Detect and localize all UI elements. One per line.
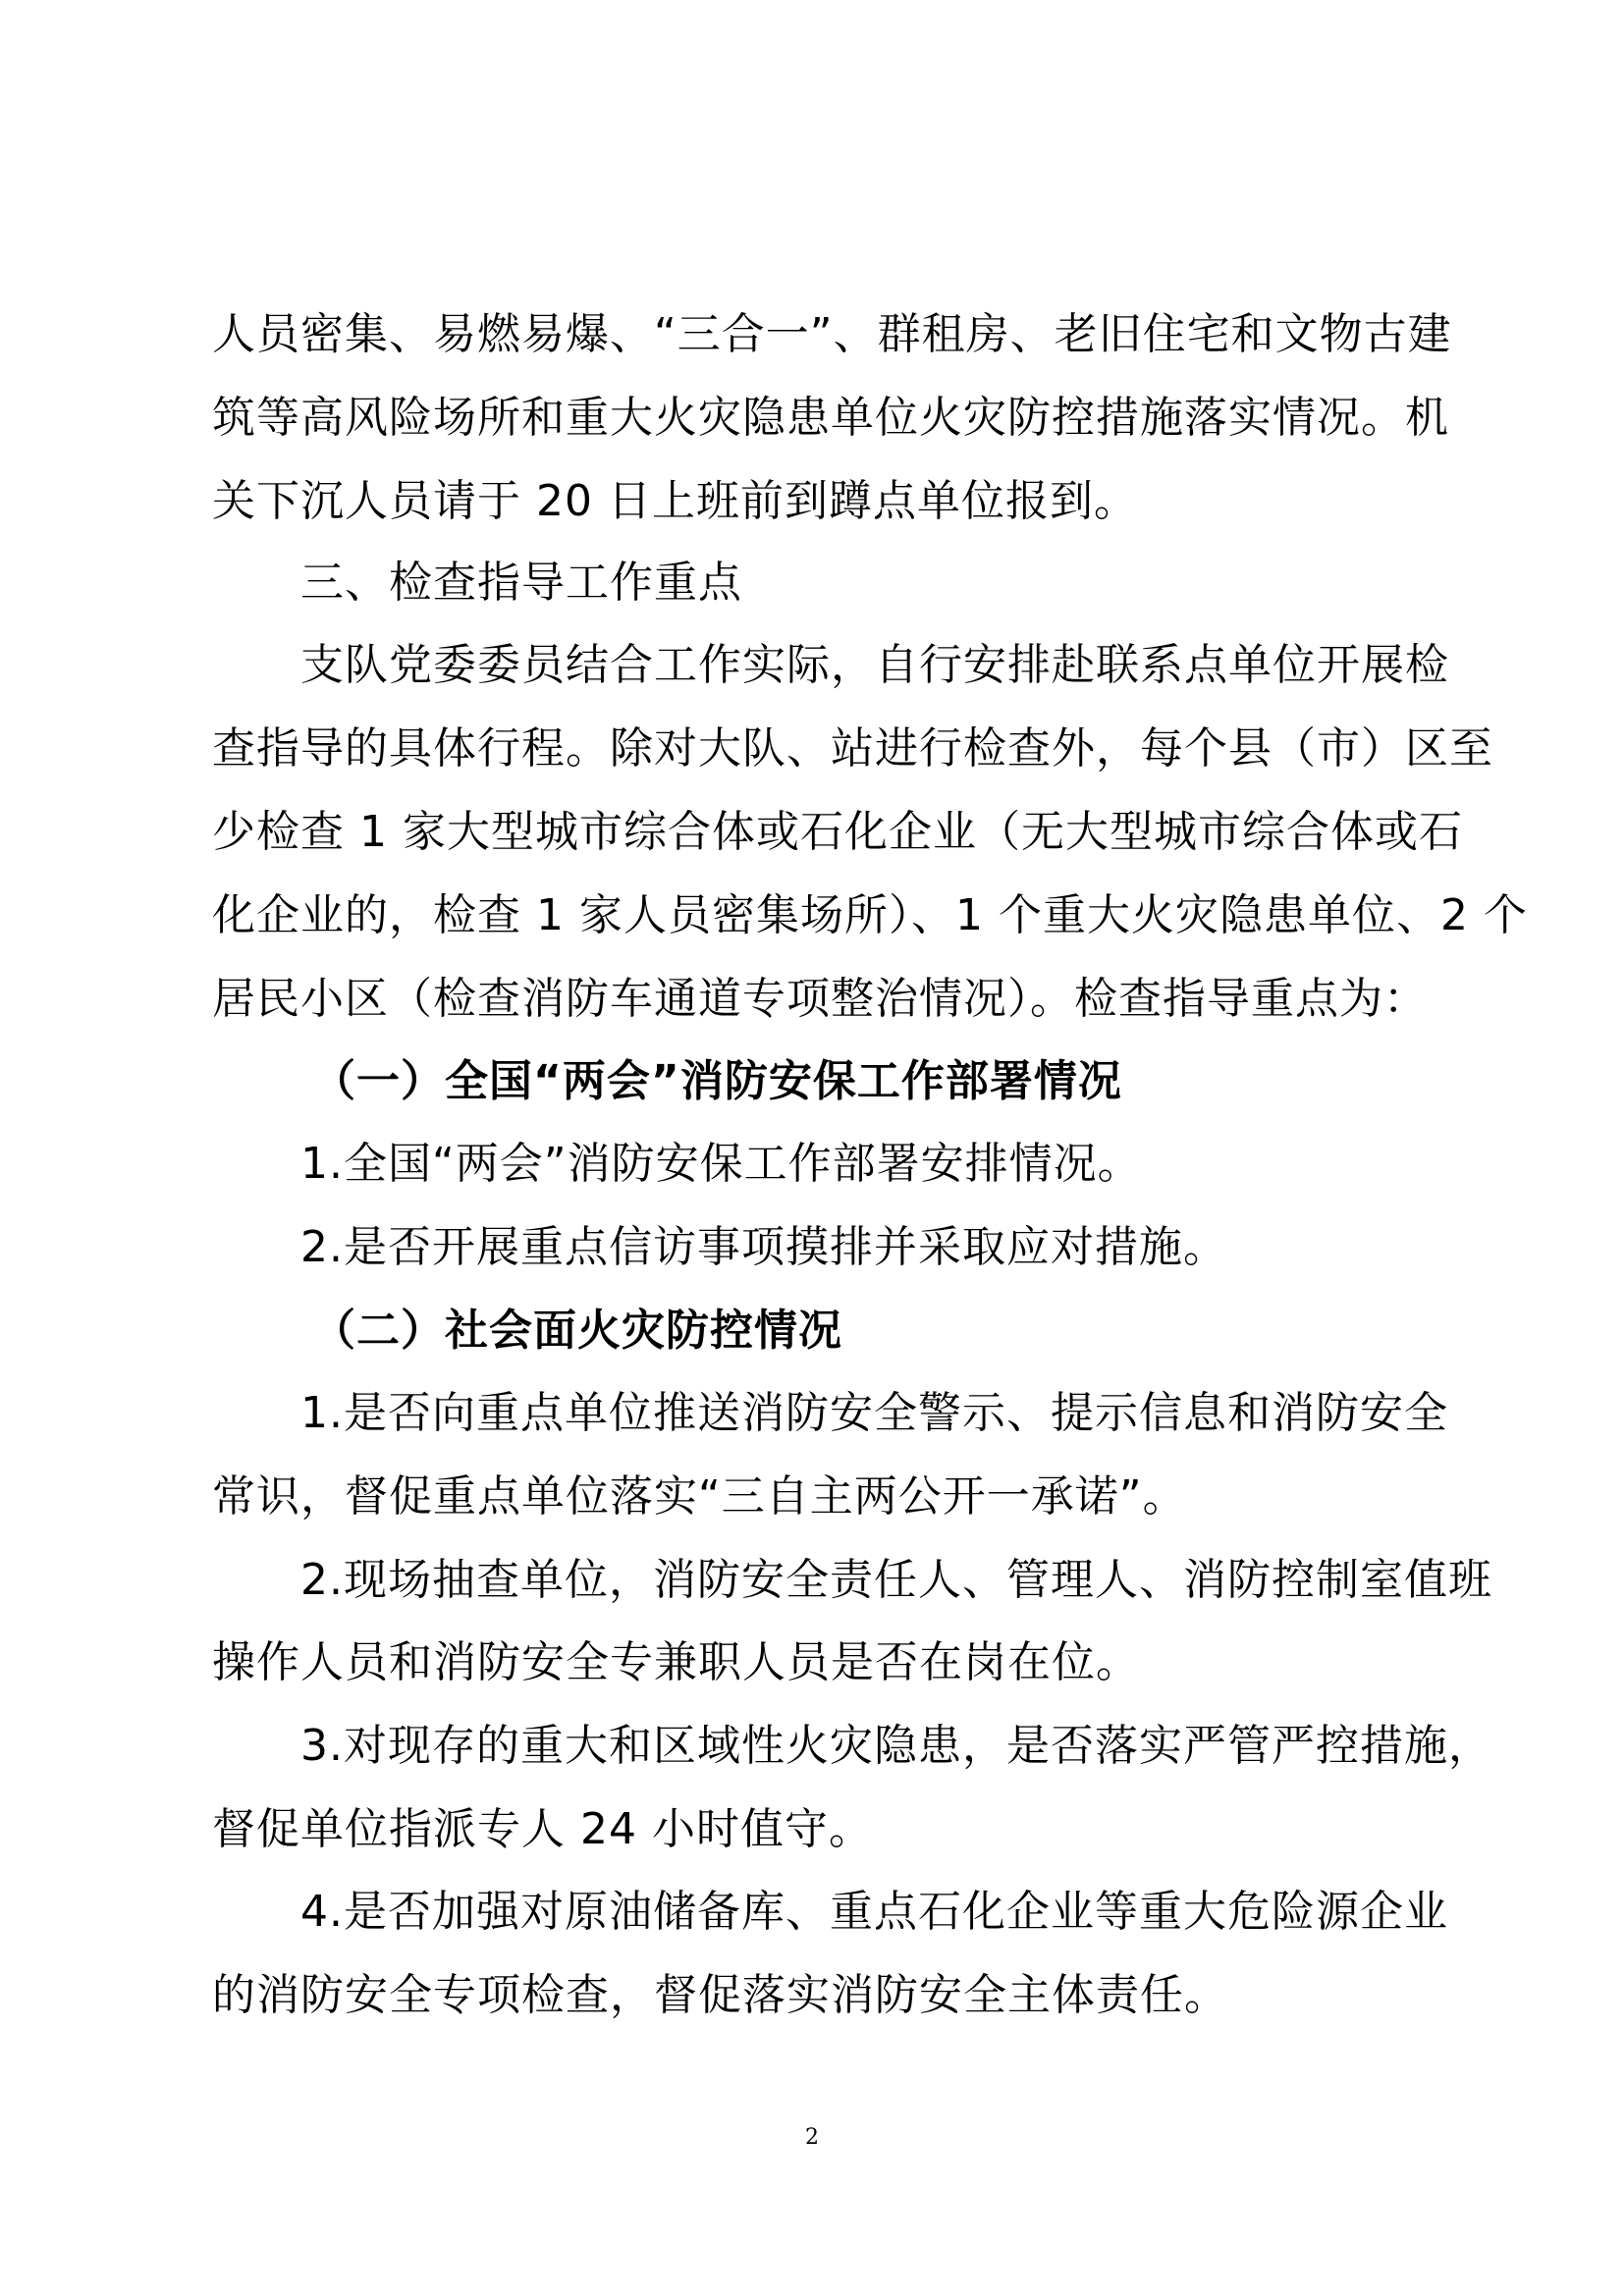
- paragraph-line: 的消防安全专项检查，督促落实消防安全主体责任。: [212, 1970, 1228, 2020]
- list-item: 1.全国“两会”消防安保工作部署安排情况。: [300, 1139, 1142, 1189]
- list-item: 3.对现存的重大和区域性火灾隐患，是否落实严管严控措施，: [300, 1721, 1492, 1771]
- list-item: 2.是否开展重点信访事项摸排并采取应对措施。: [300, 1222, 1227, 1272]
- list-item: 2.现场抽查单位，消防安全责任人、管理人、消防控制室值班: [300, 1555, 1492, 1605]
- paragraph-line: 常识，督促重点单位落实“三自主两公开一承诺”。: [212, 1471, 1187, 1522]
- section-heading: 三、检查指导工作重点: [300, 558, 742, 608]
- paragraph-line: 少检查 1 家大型城市综合体或石化企业（无大型城市综合体或石: [212, 807, 1463, 857]
- paragraph-line: 筑等高风险场所和重大火灾隐患单位火灾防控措施落实情况。机: [212, 393, 1449, 443]
- paragraph-line: 人员密集、易燃易爆、“三合一”、群租房、老旧住宅和文物古建: [212, 309, 1452, 359]
- paragraph-line: 查指导的具体行程。除对大队、站进行检查外，每个县（市）区至: [212, 723, 1493, 774]
- page-number: 2: [805, 2125, 819, 2150]
- paragraph-line: 居民小区（检查消防车通道专项整治情况）。检查指导重点为：: [212, 974, 1428, 1024]
- paragraph-line: 操作人员和消防安全专兼职人员是否在岗在位。: [212, 1637, 1140, 1687]
- paragraph-line: 督促单位指派专人 24 小时值守。: [212, 1804, 873, 1854]
- paragraph-line: 关下沉人员请于 20 日上班前到蹲点单位报到。: [212, 476, 1138, 526]
- list-item: 4.是否加强对原油储备库、重点石化企业等重大危险源企业: [300, 1887, 1448, 1937]
- subsection-heading: （一）全国“两会”消防安保工作部署情况: [312, 1056, 1122, 1106]
- paragraph-line: 化企业的，检查 1 家人员密集场所）、1 个重大火灾隐患单位、2 个: [212, 890, 1528, 940]
- list-item: 1.是否向重点单位推送消防安全警示、提示信息和消防安全: [300, 1388, 1448, 1438]
- paragraph-line: 支队党委委员结合工作实际，自行安排赴联系点单位开展检: [300, 640, 1449, 690]
- subsection-heading: （二）社会面火灾防控情况: [312, 1306, 842, 1356]
